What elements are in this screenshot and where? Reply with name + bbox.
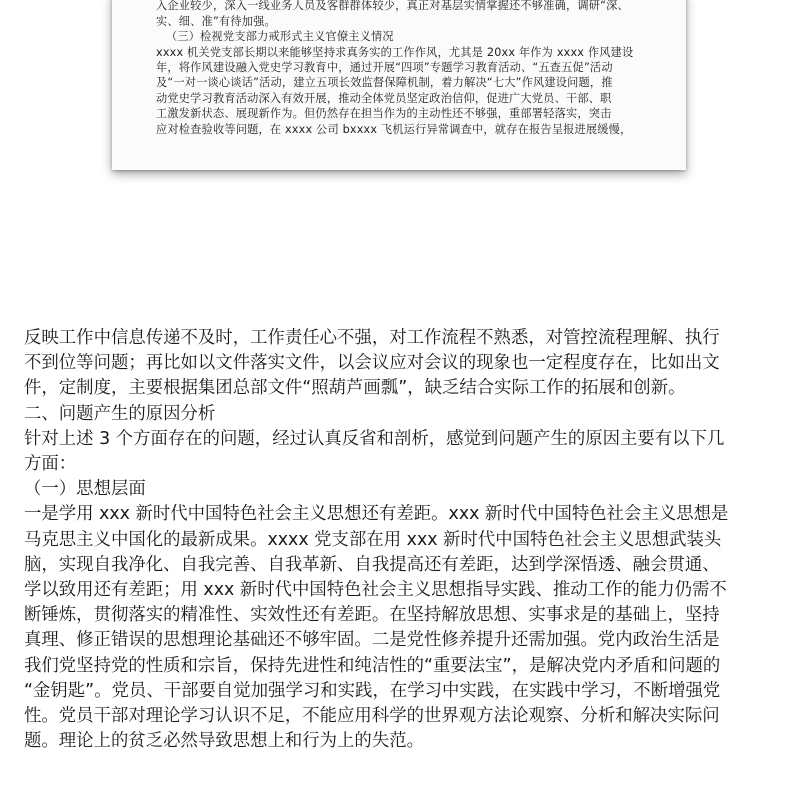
body-line: 一是学用 xxx 新时代中国特色社会主义思想还有差距。xxx 新时代中国特色社会主义思想是 <box>24 504 729 525</box>
subsection-heading: （一）思想层面 <box>24 479 146 500</box>
body-line: 我们党坚持党的性质和宗旨，保持先进性和纯洁性的“重要法宝”，是解决党内矛盾和问题的 <box>24 655 721 676</box>
body-line: 马克思主义中国化的最新成果。xxxx 党支部在用 xxx 新时代中国特色社会主义思想武装头 <box>24 529 722 550</box>
body-line: 反映工作中信息传递不及时，工作责任心不强，对工作流程不熟悉，对管控流程理解、执行 <box>24 328 720 348</box>
doc-line: xxxx 机关党支部长期以来能够坚持求真务实的工作作风，尤其是 20xx 年作为 xxxx 作风建设 <box>156 45 634 59</box>
body-line: 题。理论上的贫乏必然导致思想上和行为上的失范。 <box>24 731 424 752</box>
body-line: 性。党员干部对理论学习认识不足，不能应用科学的世界观方法论观察、分析和解决实际问 <box>24 706 720 727</box>
doc-line: 动党史学习教育活动深入有效开展，推动全体党员坚定政治信仰，促进广大党员、干部、职 <box>156 91 612 105</box>
doc-line: 应对检查验收等问题，在 xxxx 公司 bxxxx 飞机运行异常调查中，就存在报告呈报进展缓慢， <box>156 122 632 136</box>
article-body <box>24 326 784 754</box>
document-page-text <box>156 0 656 137</box>
doc-line: 入企业较少，深入一线业务人员及客群群体较少，真正对基层实情掌握还不够准确，调研“深、 <box>156 0 629 13</box>
section-heading: 二、问题产生的原因分析 <box>24 403 216 424</box>
body-line: 断锤炼，贯彻落实的精准性、实效性还有差距。在坚持解放思想、实事求是的基础上，坚持 <box>24 605 720 626</box>
doc-line: 年，将作风建设融入党史学习教育中，通过开展“四项”专题学习教育活动、“五查五促”活动 <box>156 61 613 75</box>
body-line: 不到位等问题；再比如以文件落实文件，以会议应对会议的现象也一定程度存在，比如出文 <box>24 353 720 374</box>
body-line: 方面： <box>24 454 77 475</box>
doc-subheading: （三）检视党支部力戒形式主义官僚主义情况 <box>166 30 394 44</box>
doc-line: 工激发新状态、展现新作为。但仍然存在担当作为的主动性还不够强，重部署轻落实，突击 <box>156 107 612 121</box>
body-line: “金钥匙”。党员、干部要自觉加强学习和实践，在学习中实践，在实践中学习，不断增强党 <box>24 680 721 701</box>
body-line: 真理、修正错误的思想理论基础还不够牢固。二是党性修养提升还需加强。党内政治生活是 <box>24 630 720 651</box>
body-line: 学以致用还有差距；用 xxx 新时代中国特色社会主义思想指导实践、推动工作的能力仍需不 <box>24 580 727 601</box>
document-page-photo <box>112 0 686 170</box>
body-line: 针对上述 3 个方面存在的问题，经过认真反省和剖析，感觉到问题产生的原因主要有以下几 <box>24 428 725 449</box>
body-line: 脑，实现自我净化、自我完善、自我革新、自我提高还有差距，达到学深悟透、融会贯通、 <box>24 554 720 575</box>
doc-line: 及“一对一谈心谈话”活动，建立五项长效监督保障机制，着力解决“七大”作风建设问题，推 <box>156 76 613 90</box>
doc-line: 实、细、准”有待加强。 <box>156 14 276 28</box>
body-line: 件，定制度，主要根据集团总部文件“照葫芦画瓢”，缺乏结合实际工作的拓展和创新。 <box>24 378 686 399</box>
